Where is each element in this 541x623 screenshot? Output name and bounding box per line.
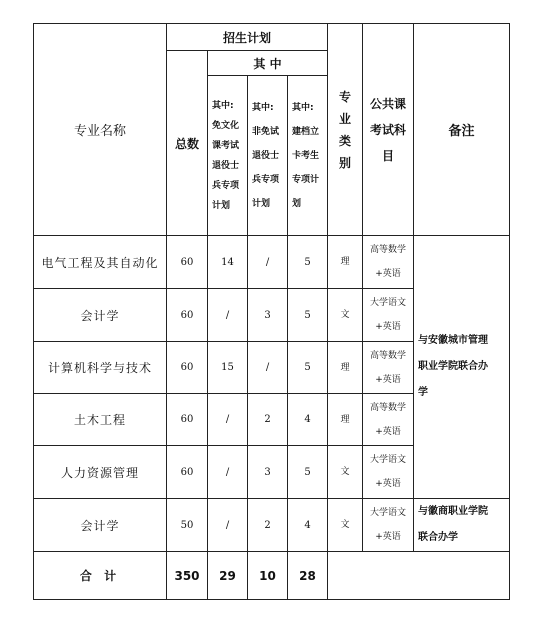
total-cell: 60 — [167, 342, 208, 394]
total-cell: 60 — [167, 394, 208, 446]
plan-c1-cell: / — [208, 289, 248, 342]
subjects-cell: 高等数学 +英语 — [363, 394, 414, 446]
plan-c1-cell: / — [208, 446, 248, 499]
category-cell: 理 — [328, 394, 363, 446]
totals-empty — [328, 552, 510, 600]
table-row — [34, 499, 510, 552]
major-name: 会计学 — [34, 289, 167, 342]
plan-c1-cell: 15 — [208, 342, 248, 394]
plan-c1-cell: / — [208, 394, 248, 446]
category-cell: 文 — [328, 289, 363, 342]
header-total: 总数 — [167, 51, 208, 236]
totals-total: 350 — [167, 552, 208, 600]
header-subjects: 公共课 考试科 目 — [363, 24, 414, 236]
major-name: 土木工程 — [34, 394, 167, 446]
header-of-which: 其 中 — [208, 51, 328, 76]
table-row — [34, 236, 510, 289]
category-cell: 理 — [328, 236, 363, 289]
category-cell: 文 — [328, 499, 363, 552]
totals-label: 合 计 — [34, 552, 167, 600]
category-cell: 文 — [328, 446, 363, 499]
total-cell: 60 — [167, 236, 208, 289]
totals-c1: 29 — [208, 552, 248, 600]
plan-c2-cell: / — [248, 236, 288, 289]
plan-c2-cell: 2 — [248, 394, 288, 446]
plan-c2-cell: 3 — [248, 446, 288, 499]
subjects-cell: 大学语文 +英语 — [363, 446, 414, 499]
header-major-name: 专业名称 — [34, 24, 167, 236]
major-name: 计算机科学与技术 — [34, 342, 167, 394]
major-name: 人力资源管理 — [34, 446, 167, 499]
remarks-cell-2: 与徽商职业学院 联合办学 — [414, 499, 510, 552]
totals-c2: 10 — [248, 552, 288, 600]
plan-c1-cell: 14 — [208, 236, 248, 289]
totals-c3: 28 — [288, 552, 328, 600]
plan-c3-cell: 5 — [288, 342, 328, 394]
header-sub1: 其中: 免文化 课考试 退役士 兵专项 计划 — [208, 76, 248, 236]
plan-c2-cell: 2 — [248, 499, 288, 552]
major-name: 电气工程及其自动化 — [34, 236, 167, 289]
total-cell: 50 — [167, 499, 208, 552]
total-cell: 60 — [167, 446, 208, 499]
enrollment-plan-table — [33, 23, 510, 600]
plan-c2-cell: 3 — [248, 289, 288, 342]
plan-c3-cell: 5 — [288, 446, 328, 499]
header-plan: 招生计划 — [167, 24, 328, 51]
subjects-cell: 高等数学 +英语 — [363, 342, 414, 394]
subjects-cell: 高等数学 +英语 — [363, 236, 414, 289]
header-remarks: 备注 — [414, 24, 510, 236]
plan-c3-cell: 5 — [288, 289, 328, 342]
plan-c3-cell: 4 — [288, 499, 328, 552]
subjects-cell: 大学语文 +英语 — [363, 289, 414, 342]
totals-row — [34, 552, 510, 600]
remarks-cell-1: 与安徽城市管理 职业学院联合办 学 — [414, 236, 510, 499]
total-cell: 60 — [167, 289, 208, 342]
subjects-cell: 大学语文 +英语 — [363, 499, 414, 552]
plan-c2-cell: / — [248, 342, 288, 394]
plan-c3-cell: 5 — [288, 236, 328, 289]
plan-c1-cell: / — [208, 499, 248, 552]
major-name: 会计学 — [34, 499, 167, 552]
header-sub2: 其中: 非免试 退役士 兵专项 计划 — [248, 76, 288, 236]
plan-c3-cell: 4 — [288, 394, 328, 446]
header-category: 专 业 类 别 — [328, 24, 363, 236]
category-cell: 理 — [328, 342, 363, 394]
header-sub3: 其中: 建档立 卡考生 专项计 划 — [288, 76, 328, 236]
